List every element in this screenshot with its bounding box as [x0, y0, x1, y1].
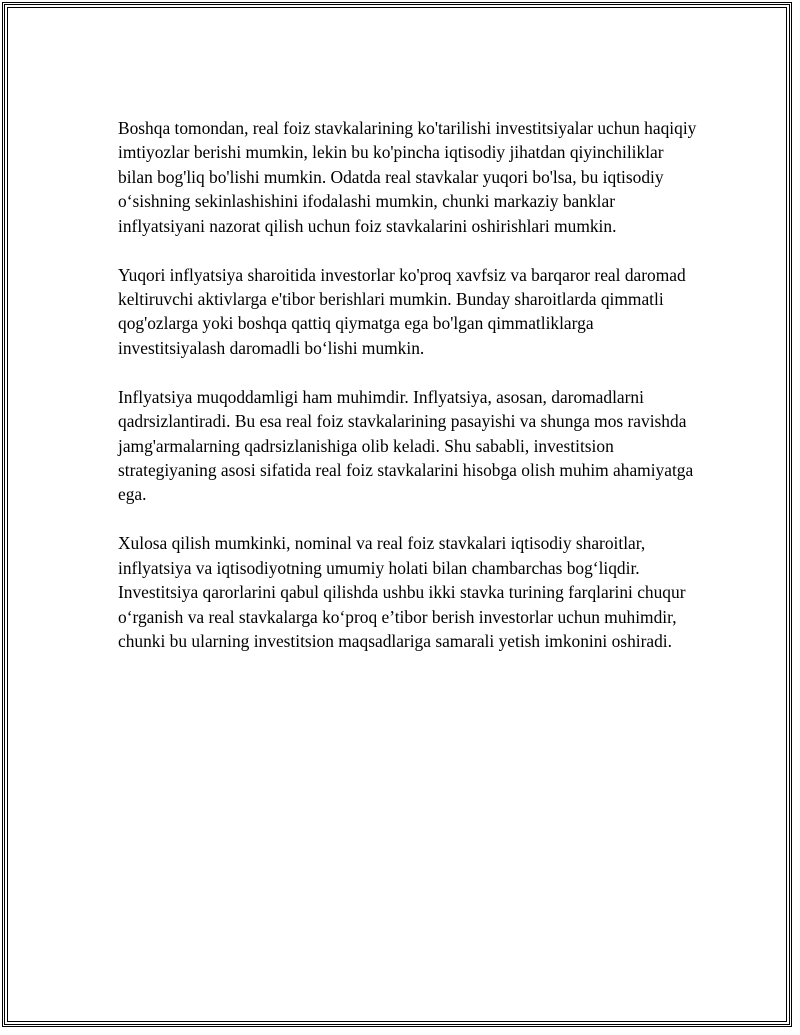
paragraph-4: Xulosa qilish mumkinki, nominal va real foiz stavkalari iqtisodiy sharoitlar, inflyatsiya va iqtisodiyotning umumiy holati bilan chambarchas bog‘liqdir. Investitsiya qarorlarini qabul qilishda ushbu ikki stavka turining farqlarini chuqur o‘rganish va real stavkalarga ko‘proq e’tibor berish investorlar uchun muhimdir, chunki bu ularning investitsion maqsadlariga samarali yetish imkonini oshiradi. [118, 533, 686, 652]
paragraph-2: Yuqori inflyatsiya sharoitida investorlar ko'proq xavfsiz va barqaror real daromad keltiruvchi aktivlarga e'tibor berishlari mumkin. Bunday sharoitlarda qimmatli qog'ozlarga yoki boshqa qattiq qiymatga ega bo'lgan qimmatliklarga investitsiyalash daromadli bo‘lishi mumkin. [118, 264, 686, 358]
document-body [118, 116, 698, 678]
paragraph-3: Inflyatsiya muqoddamligi ham muhimdir. Inflyatsiya, asosan, daromadlarni qadrsizlantiradi. Bu esa real foiz stavkalarining pasayishi va shunga mos ravishda jamg'armalarning qadrsizlanishiga olib keladi. Shu sababli, investitsion strategiyaning asosi sifatida real foiz stavkalarini hisobga olish muhim ahamiyatga ega. [118, 386, 694, 505]
paragraph-1: Boshqa tomondan, real foiz stavkalarining ko'tarilishi investitsiyalar uchun haqiqiy imtiyozlar berishi mumkin, lekin bu ko'pincha iqtisodiy jihatdan qiyinchiliklar bilan bog'liq bo'lishi mumkin. Odatda real stavkalar yuqori bo'lsa, bu iqtisodiy o‘sishning sekinlashishini ifodalashi mumkin, chunki markaziy banklar inflyatsiyani nazorat qilish uchun foiz stavkalarini oshirishlari mumkin. [118, 118, 697, 236]
